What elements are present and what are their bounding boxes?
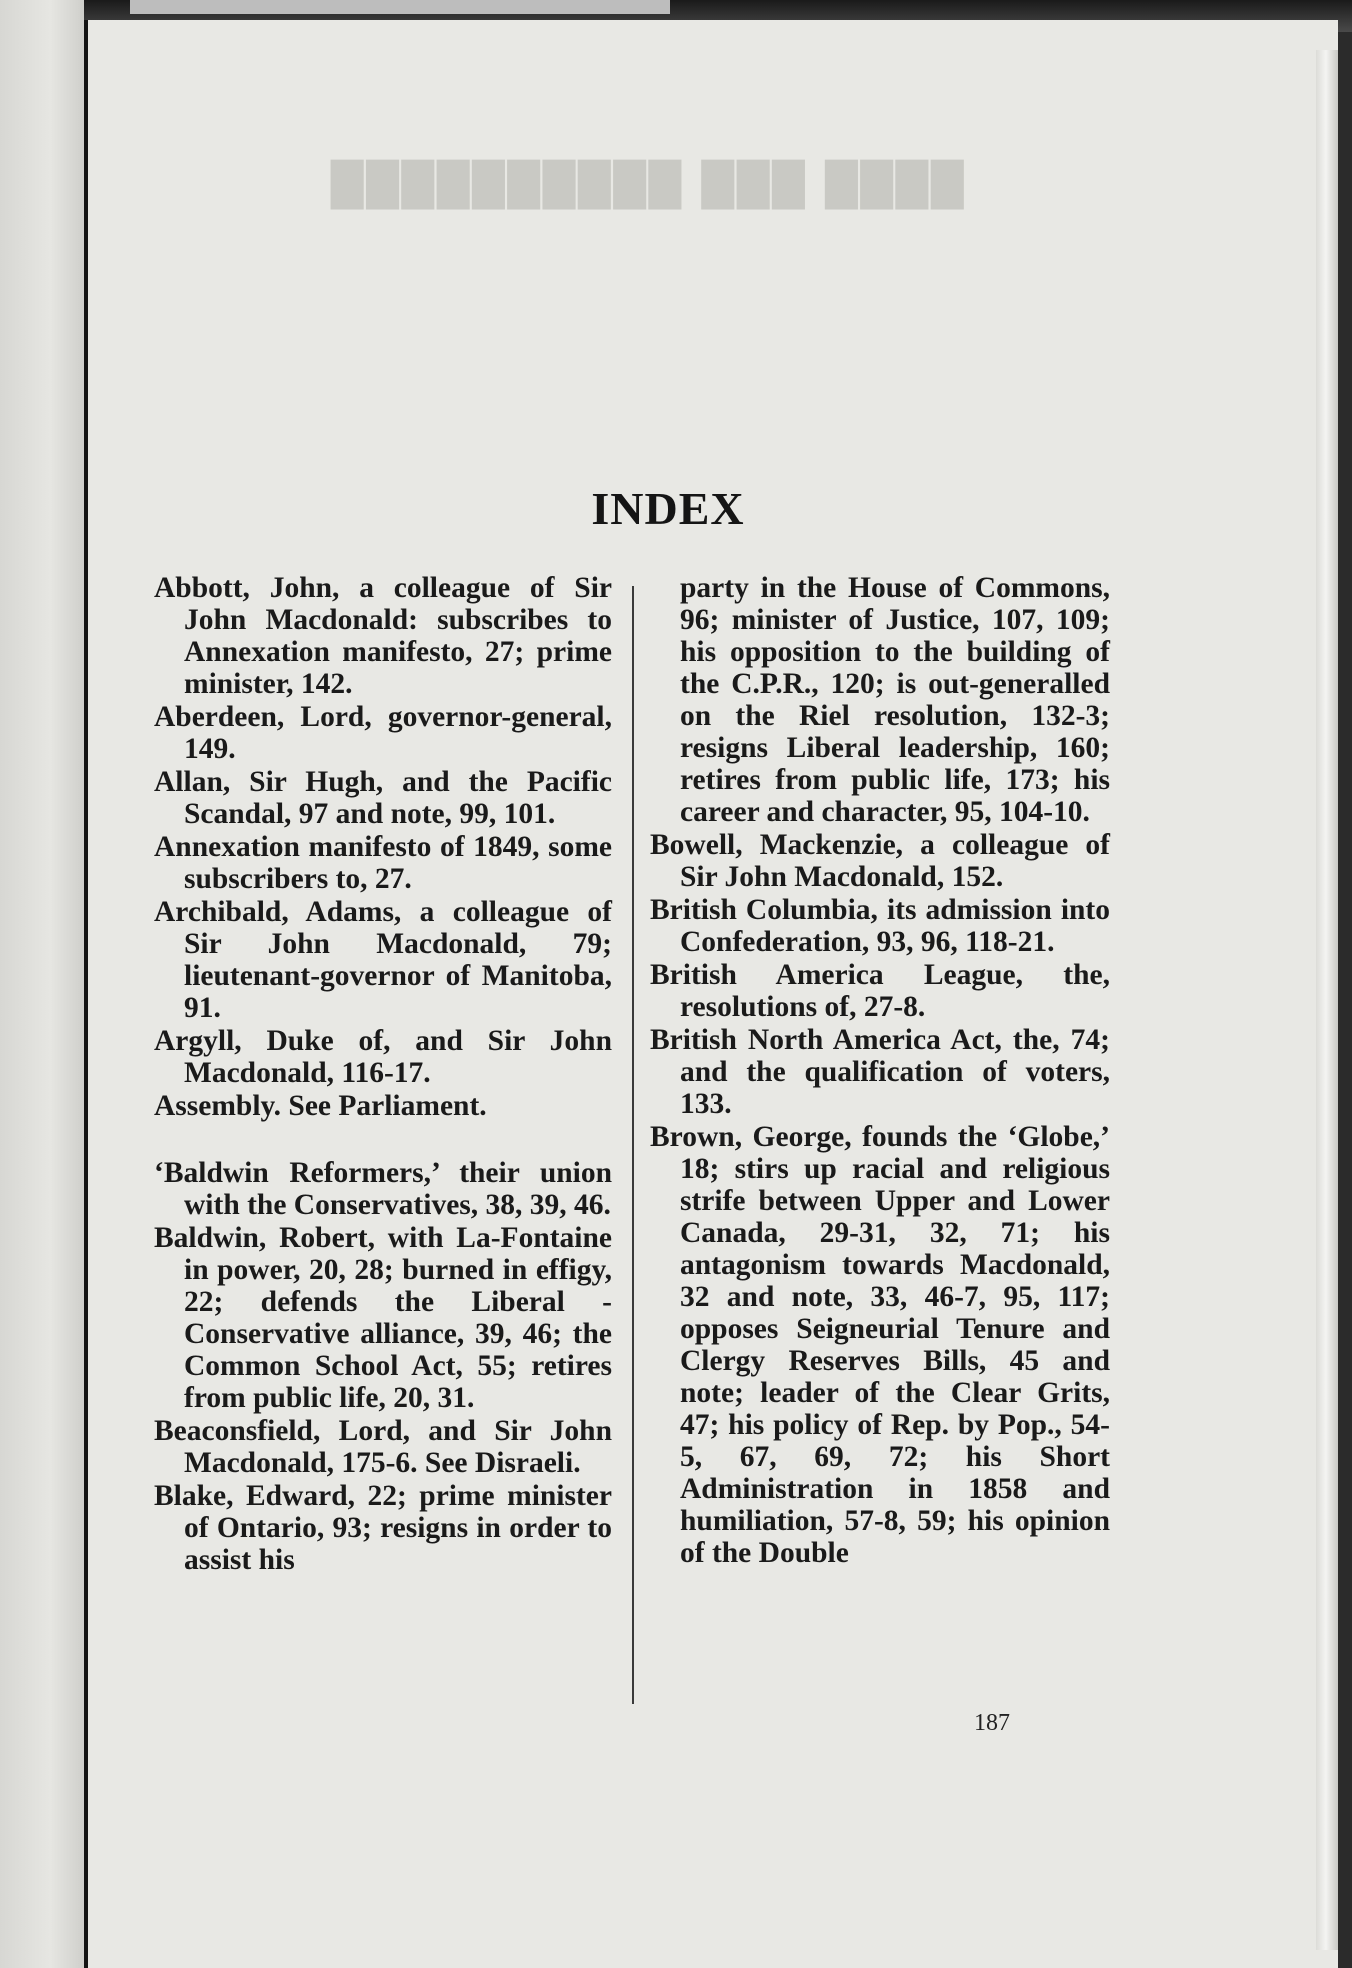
index-entry: ‘Baldwin Reformers,’ their union with the Conservatives, 38, 39, 46. [154, 1157, 612, 1221]
section-gap [154, 1123, 612, 1157]
index-entry: Argyll, Duke of, and Sir John Macdonald, 116-17. [154, 1025, 612, 1089]
index-entry: Baldwin, Robert, with La-Fontaine in power, 20, 28; burned in effigy, 22; defends the Liberal - Conservative alliance, 39, 46; the Common School Act, 55; retires from public life, 20, 31. [154, 1222, 612, 1414]
facing-page-edge [0, 0, 84, 1968]
index-entry: Bowell, Mackenzie, a colleague of Sir John Macdonald, 152. [650, 829, 1110, 893]
index-entry: Annexation manifesto of 1849, some subscribers to, 27. [154, 831, 612, 895]
index-entry: British North America Act, the, 74; and the qualification of voters, 133. [650, 1024, 1110, 1120]
index-entry-continuation: party in the House of Commons, 96; minister of Justice, 107, 109; his opposition to the building of the C.P.R., 120; is out-generalled on the Riel resolution, 132-3; resigns Liberal leadership, 160; retires from public life, 173; his career and character, 95, 104-10. [680, 572, 1110, 828]
index-entry: Allan, Sir Hugh, and the Pacific Scandal, 97 and note, 99, 101. [154, 766, 612, 830]
scan-top-highlight [130, 0, 670, 14]
index-entry: British Columbia, its admission into Confederation, 93, 96, 118-21. [650, 894, 1110, 958]
index-entry: Aberdeen, Lord, governor-general, 149. [154, 701, 612, 765]
index-entry: Abbott, John, a colleague of Sir John Macdonald: subscribes to Annexation manifesto, 27; prime minister, 142. [154, 572, 612, 700]
index-entry: British America League, the, resolutions of, 27-8. [650, 959, 1110, 1023]
index-column-left [154, 572, 612, 1577]
index-entry: Blake, Edward, 22; prime minister of Ontario, 93; resigns in order to assist his [154, 1480, 612, 1576]
page-title: INDEX [591, 483, 745, 534]
index-entry: Assembly. See Parliament. [154, 1090, 487, 1122]
column-divider [632, 586, 634, 1704]
index-entry: Brown, George, founds the ‘Globe,’ 18; stirs up racial and religious strife between Upper and Lower Canada, 29-31, 32, 71; his antagonism towards Macdonald, 32 and note, 33, 46-7, 95, 117; opposes Seigneurial Tenure and Clergy Reserves Bills, 45 and note; leader of the Clear Grits, 47; his policy of Rep. by Pop., 54-5, 67, 69, 72; his Short Administration in 1858 and humiliation, 57-8, 59; his opinion of the Double [650, 1121, 1110, 1569]
index-column-right [650, 572, 1110, 1570]
index-page [88, 20, 1338, 1968]
page-number: 187 [974, 1710, 1010, 1736]
show-through-ghost-heading: ████ ███ ██████████ [328, 160, 964, 209]
index-entry: Beaconsfield, Lord, and Sir John Macdonald, 175-6. See Disraeli. [154, 1415, 612, 1479]
page-fore-edge [1316, 50, 1338, 1950]
index-entry: Archibald, Adams, a colleague of Sir John Macdonald, 79; lieutenant-governor of Manitoba, 91. [154, 896, 612, 1024]
